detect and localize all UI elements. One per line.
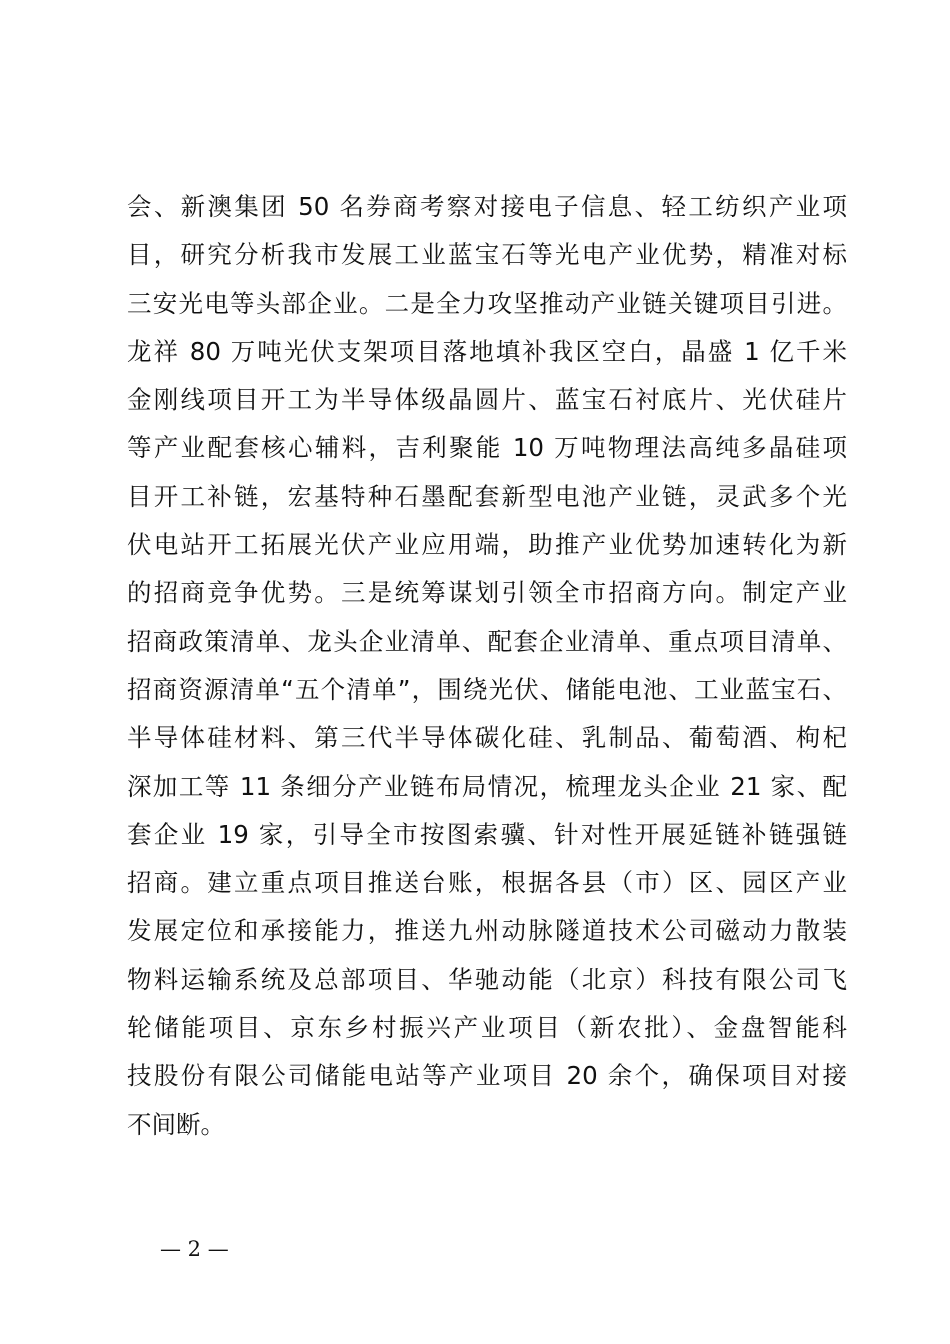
text-line: 物料运输系统及总部项目、华驰动能（北京）科技有限公司飞 bbox=[127, 964, 847, 994]
text-line: 的招商竞争优势。三是统筹谋划引领全市招商方向。制定产业 bbox=[127, 578, 847, 608]
page-number: — 2 — bbox=[160, 1237, 229, 1261]
text-line: 轮储能项目、京东乡村振兴产业项目（新农批）、金盘智能科 bbox=[127, 1013, 847, 1043]
text-line: 目开工补链，宏基特种石墨配套新型电池产业链，灵武多个光 bbox=[127, 481, 847, 511]
text-line: 深加工等 11 条细分产业链布局情况，梳理龙头企业 21 家、配 bbox=[127, 771, 847, 801]
text-line: 等产业配套核心辅料，吉利聚能 10 万吨物理法高纯多晶硅项 bbox=[127, 433, 847, 463]
body-paragraph bbox=[127, 183, 847, 1149]
text-line: 招商政策清单、龙头企业清单、配套企业清单、重点项目清单、 bbox=[127, 626, 847, 656]
text-line: 招商。建立重点项目推送台账，根据各县（市）区、园区产业 bbox=[127, 868, 847, 898]
text-line: 发展定位和承接能力，推送九州动脉隧道技术公司磁动力散装 bbox=[127, 916, 847, 946]
text-line: 金刚线项目开工为半导体级晶圆片、蓝宝石衬底片、光伏硅片 bbox=[127, 385, 847, 415]
text-line: 龙祥 80 万吨光伏支架项目落地填补我区空白，晶盛 1 亿千米 bbox=[127, 336, 847, 366]
text-line: 半导体硅材料、第三代半导体碳化硅、乳制品、葡萄酒、枸杞 bbox=[127, 723, 847, 753]
text-line: 套企业 19 家，引导全市按图索骥、针对性开展延链补链强链 bbox=[127, 819, 847, 849]
text-line: 技股份有限公司储能电站等产业项目 20 余个，确保项目对接 bbox=[127, 1061, 847, 1091]
text-line: 三安光电等头部企业。二是全力攻坚推动产业链关键项目引进。 bbox=[127, 288, 847, 318]
text-line: 目，研究分析我市发展工业蓝宝石等光电产业优势，精准对标 bbox=[127, 240, 847, 270]
text-line: 会、新澳集团 50 名券商考察对接电子信息、轻工纺织产业项 bbox=[127, 192, 847, 221]
text-line: 不间断。 bbox=[127, 1109, 225, 1139]
text-line: 伏电站开工拓展光伏产业应用端，助推产业优势加速转化为新 bbox=[127, 530, 847, 560]
text-line: 招商资源清单“五个清单”，围绕光伏、储能电池、工业蓝宝石、 bbox=[127, 674, 847, 704]
